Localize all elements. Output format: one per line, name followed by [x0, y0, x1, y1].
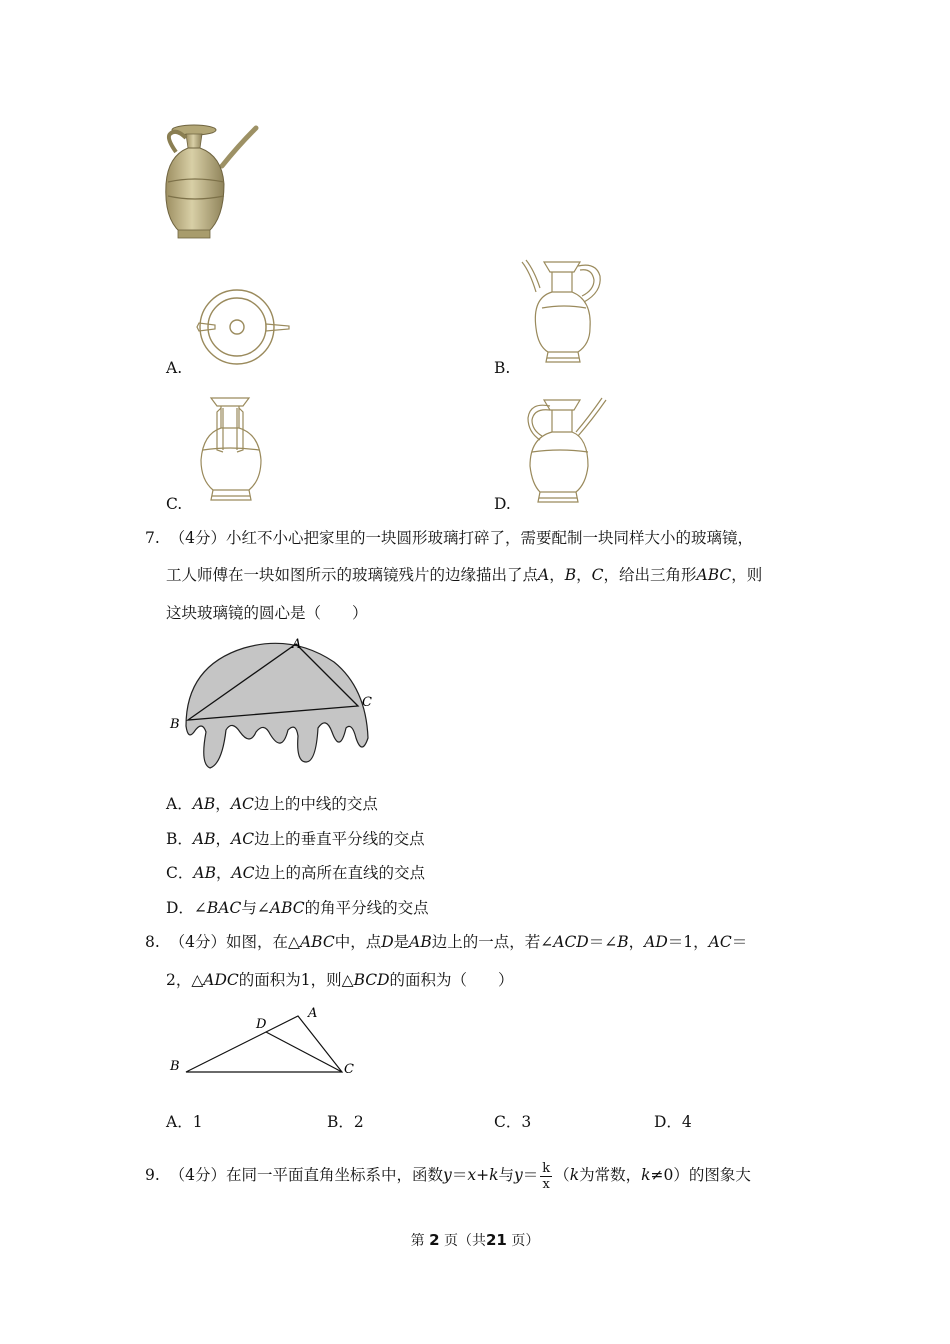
q7-option-d[interactable]: D．∠BAC与∠ABC的角平分线的交点 — [166, 899, 429, 917]
q9-score: （4分） — [169, 1166, 227, 1184]
q7-line3: 这块玻璃镜的圆心是（ ） — [166, 604, 368, 622]
q7-point-c: C — [591, 566, 604, 584]
q8-line1: 8. （4分）如图，在△ABC中，点D是AB边上的一点，若∠ACD＝∠B，AD＝1，AC＝ — [145, 933, 748, 951]
q8-triangle-figure — [166, 1004, 366, 1080]
q7-option-c[interactable]: C．AB，AC边上的高所在直线的交点 — [166, 864, 426, 882]
q8-fig-label-d: D — [256, 1017, 267, 1032]
option-d-label: D. — [494, 495, 511, 513]
total-pages: 21 — [486, 1231, 507, 1249]
q7-score: （4分） — [169, 529, 227, 547]
q7-line2: 工人师傅在一块如图所示的玻璃镜残片的边缘描出了点A，B，C，给出三角形ABC，则 — [166, 566, 763, 584]
q8-fig-label-a: A — [308, 1006, 318, 1021]
q8-option-d[interactable]: D．4 — [654, 1113, 692, 1131]
option-a-label: A. — [166, 359, 183, 377]
q8-score: （4分） — [169, 933, 227, 951]
option-b-label: B. — [494, 359, 511, 377]
option-c-label: C. — [166, 495, 183, 513]
page-footer: 第 2 页（共21 页） — [410, 1231, 540, 1249]
q9-line1: 9. （4分）在同一平面直角坐标系中，函数y＝x+k与y＝ $\frac{k}{x}$ （k为常数，k≠0）的图象大 — [145, 1160, 751, 1192]
q7-stem-2b: 给出三角形 — [619, 566, 697, 584]
option-d-front-view — [522, 396, 610, 506]
q8-option-a[interactable]: A．1 — [166, 1113, 203, 1131]
option-b-front-view — [520, 258, 606, 366]
q7-option-a[interactable]: A．AB，AC边上的中线的交点 — [166, 795, 378, 813]
q7-stem-1: 小红不小心把家里的一块圆形玻璃打碎了，需要配制一块同样大小的玻璃镜， — [226, 529, 754, 547]
q8-number: 8. — [145, 933, 160, 951]
option-c-side-view — [197, 394, 267, 504]
q7-triangle: ABC — [696, 566, 732, 584]
q7-fig-label-a: A — [292, 637, 302, 652]
q7-glass-fragment-figure — [166, 636, 378, 776]
q8-option-b[interactable]: B．2 — [327, 1113, 364, 1131]
q7-stem-2c: ，则 — [731, 566, 763, 584]
q9-fraction: $\frac{k}{x}$ — [542, 1160, 551, 1192]
q9-number: 9. — [145, 1166, 160, 1184]
q7-number: 7. — [145, 529, 160, 547]
q7-line1 — [145, 528, 753, 548]
q7-option-b[interactable]: B．AB，AC边上的垂直平分线的交点 — [166, 830, 425, 848]
q7-stem-2: 工人师傅在一块如图所示的玻璃镜残片的边缘描出了点 — [166, 566, 539, 584]
option-a-top-view — [193, 289, 293, 365]
q7-point-a: A — [538, 566, 550, 584]
q8-fig-label-b: B — [170, 1059, 180, 1074]
current-page: 2 — [429, 1231, 440, 1249]
q7-fig-label-c: C — [362, 695, 372, 710]
q8-line2: 2，△ADC的面积为1，则△BCD的面积为（ ） — [166, 971, 514, 989]
q8-fig-label-c: C — [344, 1062, 354, 1077]
q7-fig-label-b: B — [170, 717, 180, 732]
teapot-photo — [158, 122, 262, 240]
q8-option-c[interactable]: C．3 — [494, 1113, 532, 1131]
q7-point-b: B — [564, 566, 577, 584]
